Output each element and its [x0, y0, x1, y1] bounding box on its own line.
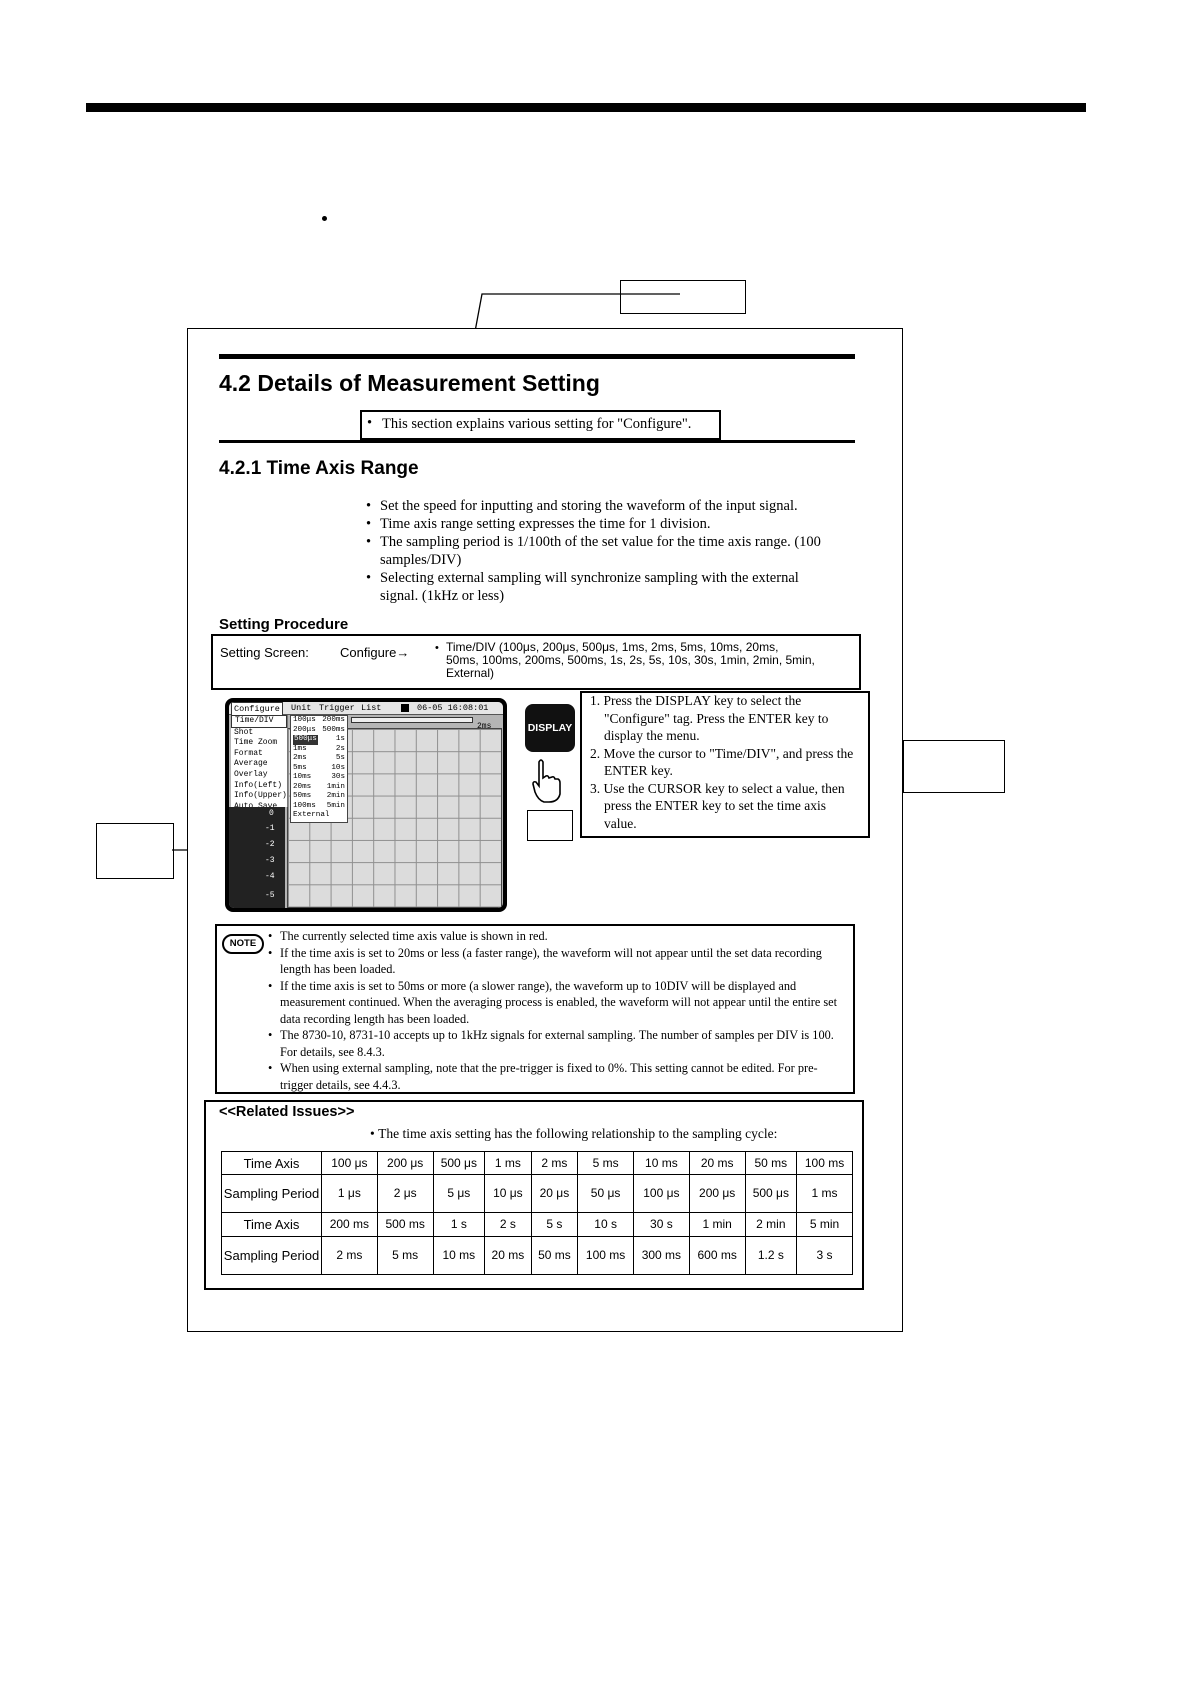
description-list [366, 497, 856, 605]
setting-screen-value: Configure→ [340, 645, 410, 660]
notes-list [268, 928, 848, 1093]
dropdown-row: 5ms 10s [293, 763, 345, 772]
row-label: Sampling Period [222, 1175, 322, 1213]
table-cell: 2 ms [322, 1237, 378, 1275]
table-cell: 200 ms [322, 1213, 378, 1237]
table-cell: 1 min [689, 1213, 745, 1237]
subsection-title: 4.2.1 Time Axis Range [219, 458, 419, 479]
axis-label: -5 [265, 891, 275, 900]
table-cell: 10 ms [634, 1152, 690, 1175]
table-cell: 100 μs [634, 1175, 690, 1213]
related-issues-box [204, 1100, 864, 1290]
screen-tabbar [229, 702, 503, 715]
table-cell: 50 μs [578, 1175, 634, 1213]
step-item: 1. Press the DISPLAY key to select the "Configure" tag. Press the ENTER key to display the menu. [590, 693, 829, 743]
hand-press-icon [527, 756, 567, 806]
setting-screen-label: Setting Screen: [220, 645, 309, 660]
table-cell: 1 ms [485, 1152, 532, 1175]
tab-unit: Unit [291, 703, 312, 713]
note-item: • The 8730-10, 8731-10 accepts up to 1kHz signals for external sampling. The number of samples per DIV is 100. For details, see 8.4.3. [268, 1028, 834, 1059]
description-item: • Set the speed for inputting and storing the waveform of the input signal. [366, 498, 798, 514]
section-title: 4.2 Details of Measurement Setting [219, 370, 600, 396]
related-heading: <<Related Issues>> [219, 1104, 355, 1120]
table-cell: 500 μs [433, 1152, 485, 1175]
table-row [222, 1152, 853, 1175]
table-cell: 10 ms [433, 1237, 485, 1275]
table-cell: 2 ms [531, 1152, 578, 1175]
table-cell: 10 μs [485, 1175, 532, 1213]
description-item: • Selecting external sampling will synchronize sampling with the external signal. (1kHz or less) [366, 570, 799, 604]
table-row [222, 1237, 853, 1275]
display-key: DISPLAY [525, 704, 575, 752]
dropdown-row: 100ms 5min [293, 801, 345, 810]
note-item: • When using external sampling, note that the pre-trigger is fixed to 0%. This setting cannot be edited. For pre-trigger details, see 4.4.3. [268, 1061, 818, 1092]
axis-label: -1 [265, 824, 275, 833]
dropdown-row: 200μs 500ms [293, 725, 345, 734]
table-cell: 100 ms [578, 1237, 634, 1275]
row-label: Time Axis [222, 1213, 322, 1237]
dropdown-row: 50ms 2min [293, 792, 345, 800]
steps-box [580, 691, 870, 838]
dropdown-row: 10ms 30s [293, 773, 345, 781]
table-cell: 2 μs [377, 1175, 433, 1213]
settings-menu [231, 715, 288, 807]
table-row [222, 1175, 853, 1213]
tab-list: List [361, 703, 382, 713]
key-callout-box [527, 810, 573, 841]
tab-trigger: Trigger [319, 703, 355, 713]
description-item: • The sampling period is 1/100th of the set value for the time axis range. (100 samples/DIV) [366, 534, 821, 568]
table-cell: 30 s [634, 1213, 690, 1237]
table-cell: 50 ms [745, 1152, 797, 1175]
table-cell: 3 s [797, 1237, 853, 1275]
battery-icon [401, 704, 409, 712]
table-cell: 5 μs [433, 1175, 485, 1213]
menu-item: Time Zoom [234, 738, 278, 748]
tab-configure: Configure [231, 702, 283, 716]
table-cell: 50 ms [531, 1237, 578, 1275]
table-cell: 5 min [797, 1213, 853, 1237]
menu-item: Average [234, 759, 268, 769]
steps-list [590, 692, 860, 832]
table-cell: 5 ms [578, 1152, 634, 1175]
axis-label: 0 [269, 809, 274, 818]
menu-item-time-div: Time/DIV [231, 715, 287, 728]
axis-label: -4 [265, 872, 275, 881]
dropdown-row: 1ms 2s [293, 744, 345, 753]
table-cell: 200 μs [377, 1152, 433, 1175]
section-intro-box: • This section explains various setting for "Configure". [360, 410, 721, 440]
table-cell: 20 ms [689, 1152, 745, 1175]
menu-item: Info(Left) [234, 780, 283, 790]
setting-procedure-heading: Setting Procedure [219, 616, 349, 633]
axis-label: -3 [265, 856, 275, 865]
subsection-rule [219, 440, 855, 443]
table-cell: 5 ms [377, 1237, 433, 1275]
screen-datetime: 06-05 16:08:01 [417, 703, 489, 713]
table-cell: 2 s [485, 1213, 532, 1237]
table-cell: 20 μs [531, 1175, 578, 1213]
record-length-bar [351, 717, 473, 723]
table-cell: 500 ms [377, 1213, 433, 1237]
sampling-table-1 [221, 1151, 853, 1275]
dropdown-row: 20ms 1min [293, 782, 345, 791]
table-cell: 1 μs [322, 1175, 378, 1213]
menu-item: Format [234, 748, 263, 758]
row-label: Time Axis [222, 1152, 322, 1175]
table-cell: 1.2 s [745, 1237, 797, 1275]
table-row [222, 1213, 853, 1237]
dropdown-row: 100μs 200ms [293, 716, 345, 724]
time-div-dropdown [290, 715, 348, 823]
note-item: • If the time axis is set to 50ms or more (a slower range), the waveform up to 10DIV will be displayed and measurement continued. When the averaging process is enabled, the waveform will not appear until the entire set data recording length has been loaded. [268, 978, 838, 1026]
setting-procedure-box: Setting Screen: Configure→ • Time/DIV (100μs, 200μs, 500μs, 1ms, 2ms, 5ms, 10ms, 20ms, 50ms, 100ms, 200ms, 500ms, 1s, 2s, 5s, 10s, 30s, 1min, 2min, 5min, External) [211, 634, 861, 690]
axis-label: -2 [265, 840, 275, 849]
table-cell: 100 μs [322, 1152, 378, 1175]
table-cell: 600 ms [689, 1237, 745, 1275]
note-item: • The currently selected time axis value is shown in red. [268, 929, 548, 943]
table-cell: 200 μs [689, 1175, 745, 1213]
table-cell: 300 ms [634, 1237, 690, 1275]
section-rule-top [219, 354, 855, 359]
table-cell: 10 s [578, 1213, 634, 1237]
menu-item: Info(Upper) [234, 791, 287, 801]
note-box [215, 924, 855, 1094]
note-badge: NOTE [222, 934, 264, 954]
table-cell: 500 μs [745, 1175, 797, 1213]
menu-item: Shot [234, 727, 254, 737]
table-cell: 1 ms [797, 1175, 853, 1213]
note-item: • If the time axis is set to 20ms or less (a faster range), the waveform will not appear until the set data recording length has been loaded. [268, 945, 822, 976]
setting-options: Time/DIV (100μs, 200μs, 500μs, 1ms, 2ms, 5ms, 10ms, 20ms, 50ms, 100ms, 200ms, 500ms, 1s, 2s, 5s, 10s, 30s, 1min, 2min, 5min, External) [446, 640, 815, 680]
dropdown-row: 2ms 5s [293, 754, 345, 762]
menu-item: Overlay [234, 769, 268, 779]
row-label: Sampling Period [222, 1237, 322, 1275]
dropdown-row: 500μs 1s [294, 735, 345, 743]
range-label: 2ms [477, 722, 492, 731]
table-cell: 1 s [433, 1213, 485, 1237]
related-intro-line: • The time axis setting has the following relationship to the sampling cycle: [370, 1126, 778, 1141]
description-item: • Time axis range setting expresses the time for 1 division. [366, 516, 711, 532]
device-screenshot [225, 698, 507, 912]
table-cell: 20 ms [485, 1237, 532, 1275]
axis-strip [229, 807, 285, 908]
table-cell: 2 min [745, 1213, 797, 1237]
dropdown-row: External [293, 811, 330, 819]
table-cell: 5 s [531, 1213, 578, 1237]
step-item: 2. Move the cursor to "Time/DIV", and press the ENTER key. [590, 745, 854, 778]
table-cell: 100 ms [797, 1152, 853, 1175]
related-intro: The time axis setting has the following relationship to the sampling cycle: [378, 1126, 778, 1141]
step-item: 3. Use the CURSOR key to select a value, then press the ENTER key to set the time axis value. [590, 780, 845, 831]
section-intro: This section explains various setting for "Configure". [382, 416, 692, 432]
